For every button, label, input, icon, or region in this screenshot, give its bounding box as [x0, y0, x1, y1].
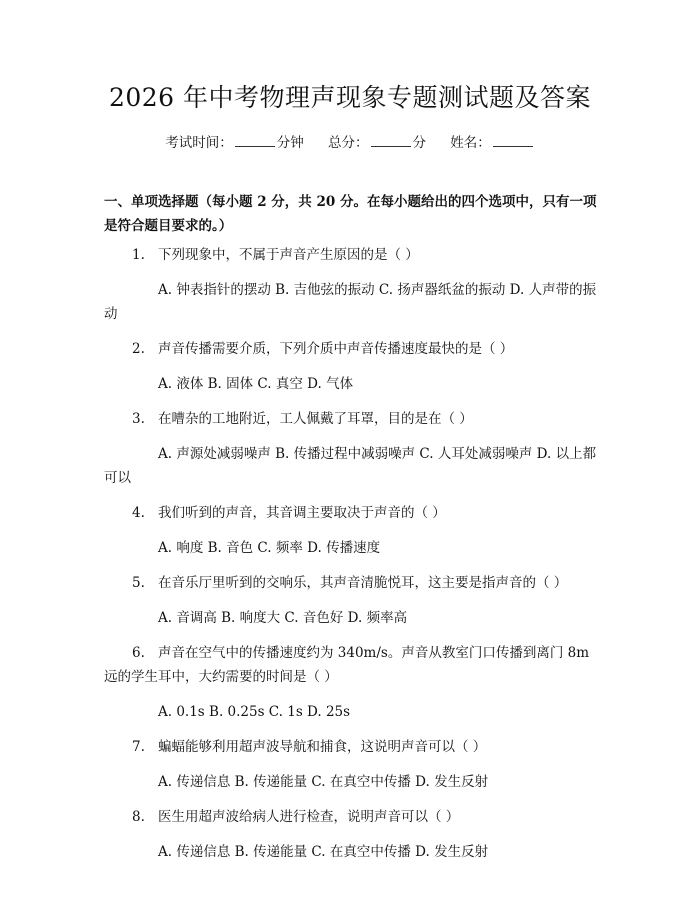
question-item: [104, 571, 600, 630]
question-stem: [104, 243, 600, 267]
exam-time-blank: [235, 134, 275, 147]
question-options: A. 传递信息 B. 传递能量 C. 在真空中传播 D. 发生反射: [158, 774, 489, 790]
question-options: A. 响度 B. 音色 C. 频率 D. 传播速度: [158, 540, 381, 556]
exam-time-unit: 分钟: [276, 135, 304, 151]
question-stem: [104, 407, 600, 431]
question-options: A. 钟表指针的摆动 B. 吉他弦的振动 C. 扬声器纸盆的振动 D. 人声带的振动: [104, 282, 597, 322]
exam-time: [165, 135, 304, 151]
exam-info: [0, 131, 700, 151]
question-item: [104, 243, 600, 326]
question-item: [104, 407, 600, 490]
question-text: 声音在空气中的传播速度约为 340m/s。声音从教室门口传播到离门 8m 远的学生耳中，大约需要的时间是（ ）: [104, 645, 590, 685]
question-number: 2.: [132, 341, 145, 357]
page-title: 2026 年中考物理声现象专题测试题及答案: [108, 83, 592, 112]
question-text: 声音传播需要介质，下列介质中声音传播速度最快的是（ ）: [158, 341, 514, 357]
question-number: 3.: [132, 411, 145, 427]
question-text: 在音乐厅里听到的交响乐，其声音清脆悦耳，这主要是指声音的（ ）: [158, 575, 568, 591]
question-number: 1.: [132, 247, 145, 263]
question-options: A. 声源处减弱噪声 B. 传播过程中减弱噪声 C. 人耳处减弱噪声 D. 以上都可以: [104, 446, 597, 486]
question-text: 蝙蝠能够利用超声波导航和捕食，这说明声音可以（ ）: [158, 739, 487, 755]
exam-time-label: 考试时间：: [165, 135, 233, 151]
total-score: [328, 135, 426, 151]
question-number: 6.: [132, 645, 145, 661]
question-text: 在嘈杂的工地附近，工人佩戴了耳罩，目的是在（ ）: [158, 411, 473, 427]
question-options: A. 音调高 B. 响度大 C. 音色好 D. 频率高: [158, 610, 408, 626]
question-text: 医生用超声波给病人进行检查，说明声音可以（ ）: [158, 809, 460, 825]
question-item: [104, 735, 600, 794]
student-name-label: 姓名：: [450, 135, 491, 151]
question-options: A. 0.1s B. 0.25s C. 1s D. 25s: [158, 704, 351, 720]
question-stem: [104, 571, 600, 595]
question-options: A. 液体 B. 固体 C. 真空 D. 气体: [158, 376, 354, 392]
question-text: 下列现象中，不属于声音产生原因的是（ ）: [158, 247, 419, 263]
question-number: 8.: [132, 809, 145, 825]
question-item: [104, 501, 600, 560]
total-score-label: 总分：: [328, 135, 369, 151]
question-text: 我们听到的声音，其音调主要取决于声音的（ ）: [158, 505, 446, 521]
student-name: [450, 135, 535, 151]
question-stem: [104, 805, 600, 829]
question-stem: [104, 337, 600, 361]
total-score-blank: [371, 134, 411, 147]
question-item: [104, 641, 600, 724]
section-heading: 一、单项选择题（每小题 2 分，共 20 分。在每小题给出的四个选项中，只有一项是符合题目要求的。）: [104, 194, 597, 234]
question-item: [104, 805, 600, 864]
question-list: [104, 243, 600, 875]
question-options: A. 传递信息 B. 传递能量 C. 在真空中传播 D. 发生反射: [158, 844, 489, 860]
question-stem: [104, 501, 600, 525]
question-item: [104, 337, 600, 396]
question-number: 7.: [132, 739, 145, 755]
question-stem: [104, 641, 600, 689]
question-number: 4.: [132, 505, 145, 521]
total-score-unit: 分: [412, 135, 426, 151]
student-name-blank: [493, 134, 533, 147]
question-number: 5.: [132, 575, 145, 591]
question-stem: [104, 735, 600, 759]
